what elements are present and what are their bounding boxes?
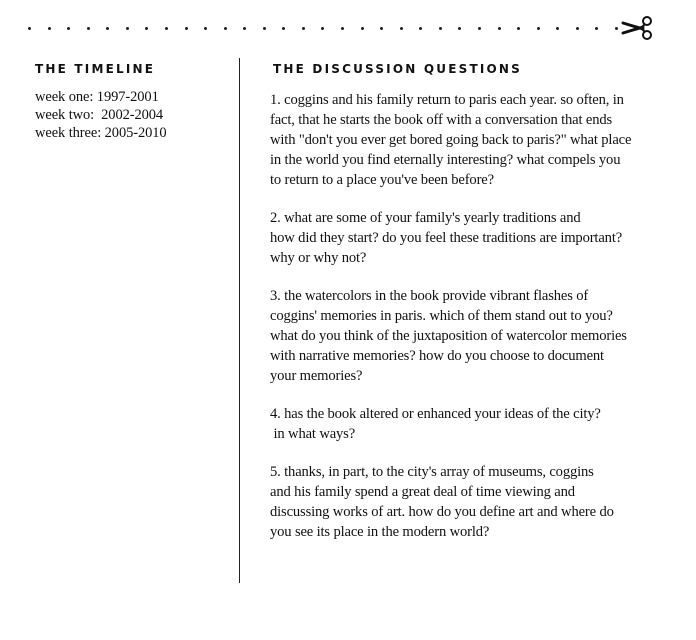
dot: [165, 27, 168, 30]
question-line: why or why not?: [270, 250, 367, 266]
question-line: you see its place in the modern world?: [270, 524, 490, 540]
question-line: with narrative memories? how do you choose to document: [270, 348, 604, 364]
dot: [419, 27, 422, 30]
question-item: [270, 208, 670, 268]
question-item: [270, 286, 670, 386]
question-line: 5. thanks, in part, to the city's array of museums, coggins: [270, 464, 594, 480]
dot: [321, 27, 324, 30]
dot: [400, 27, 403, 30]
dot: [361, 27, 364, 30]
discussion-heading: THE DISCUSSION QUESTIONS: [273, 62, 522, 76]
spacer: [270, 444, 670, 462]
question-line: 3. the watercolors in the book provide vibrant flashes of: [270, 288, 589, 304]
question-item: [270, 462, 670, 542]
timeline-item: week two: 2002-2004: [35, 107, 164, 123]
dot: [224, 27, 227, 30]
dot: [67, 27, 70, 30]
question-line: and his family spend a great deal of time viewing and: [270, 484, 575, 500]
dot: [478, 27, 481, 30]
dot: [439, 27, 442, 30]
dot: [302, 27, 305, 30]
question-line: fact, that he starts the book off with a conversation that ends: [270, 112, 613, 128]
column-divider: [239, 58, 240, 583]
dot: [106, 27, 109, 30]
dot: [576, 27, 579, 30]
question-line: your memories?: [270, 368, 363, 384]
question-line: discussing works of art. how do you define art and where do: [270, 504, 614, 520]
discussion-questions: [270, 90, 670, 542]
dot: [517, 27, 520, 30]
dot: [145, 27, 148, 30]
spacer: [270, 268, 670, 286]
question-line: coggins' memories in paris. which of them stand out to you?: [270, 308, 613, 324]
question-item: [270, 404, 670, 444]
dot: [556, 27, 559, 30]
question-line: 2. what are some of your family's yearly traditions and: [270, 210, 581, 226]
question-line: 1. coggins and his family return to paris each year. so often, in: [270, 92, 624, 108]
question-line: how did they start? do you feel these traditions are important?: [270, 230, 623, 246]
timeline-heading: THE TIMELINE: [35, 62, 156, 76]
dot: [458, 27, 461, 30]
question-line: in the world you find eternally interesting? what compels you: [270, 152, 621, 168]
question-item: [270, 90, 670, 190]
dot: [28, 27, 31, 30]
dot: [263, 27, 266, 30]
dot: [498, 27, 501, 30]
timeline-item: week three: 2005-2010: [35, 125, 167, 141]
dot: [48, 27, 51, 30]
question-line: what do you think of the juxtaposition of watercolor memories: [270, 328, 627, 344]
dot: [87, 27, 90, 30]
scissors-icon: [621, 14, 655, 42]
question-line: to return to a place you've been before?: [270, 172, 494, 188]
question-line: in what ways?: [270, 426, 356, 442]
dot: [126, 27, 129, 30]
dot: [243, 27, 246, 30]
dot: [185, 27, 188, 30]
spacer: [270, 190, 670, 208]
dot: [282, 27, 285, 30]
cut-line: [28, 22, 618, 34]
dot: [595, 27, 598, 30]
timeline-item: week one: 1997-2001: [35, 89, 159, 105]
dot: [380, 27, 383, 30]
dot: [537, 27, 540, 30]
dot: [615, 27, 618, 30]
dot: [204, 27, 207, 30]
spacer: [270, 386, 670, 404]
dot: [341, 27, 344, 30]
question-line: with "don't you ever get bored going back to paris?" what place: [270, 132, 632, 148]
question-line: 4. has the book altered or enhanced your ideas of the city?: [270, 406, 601, 422]
